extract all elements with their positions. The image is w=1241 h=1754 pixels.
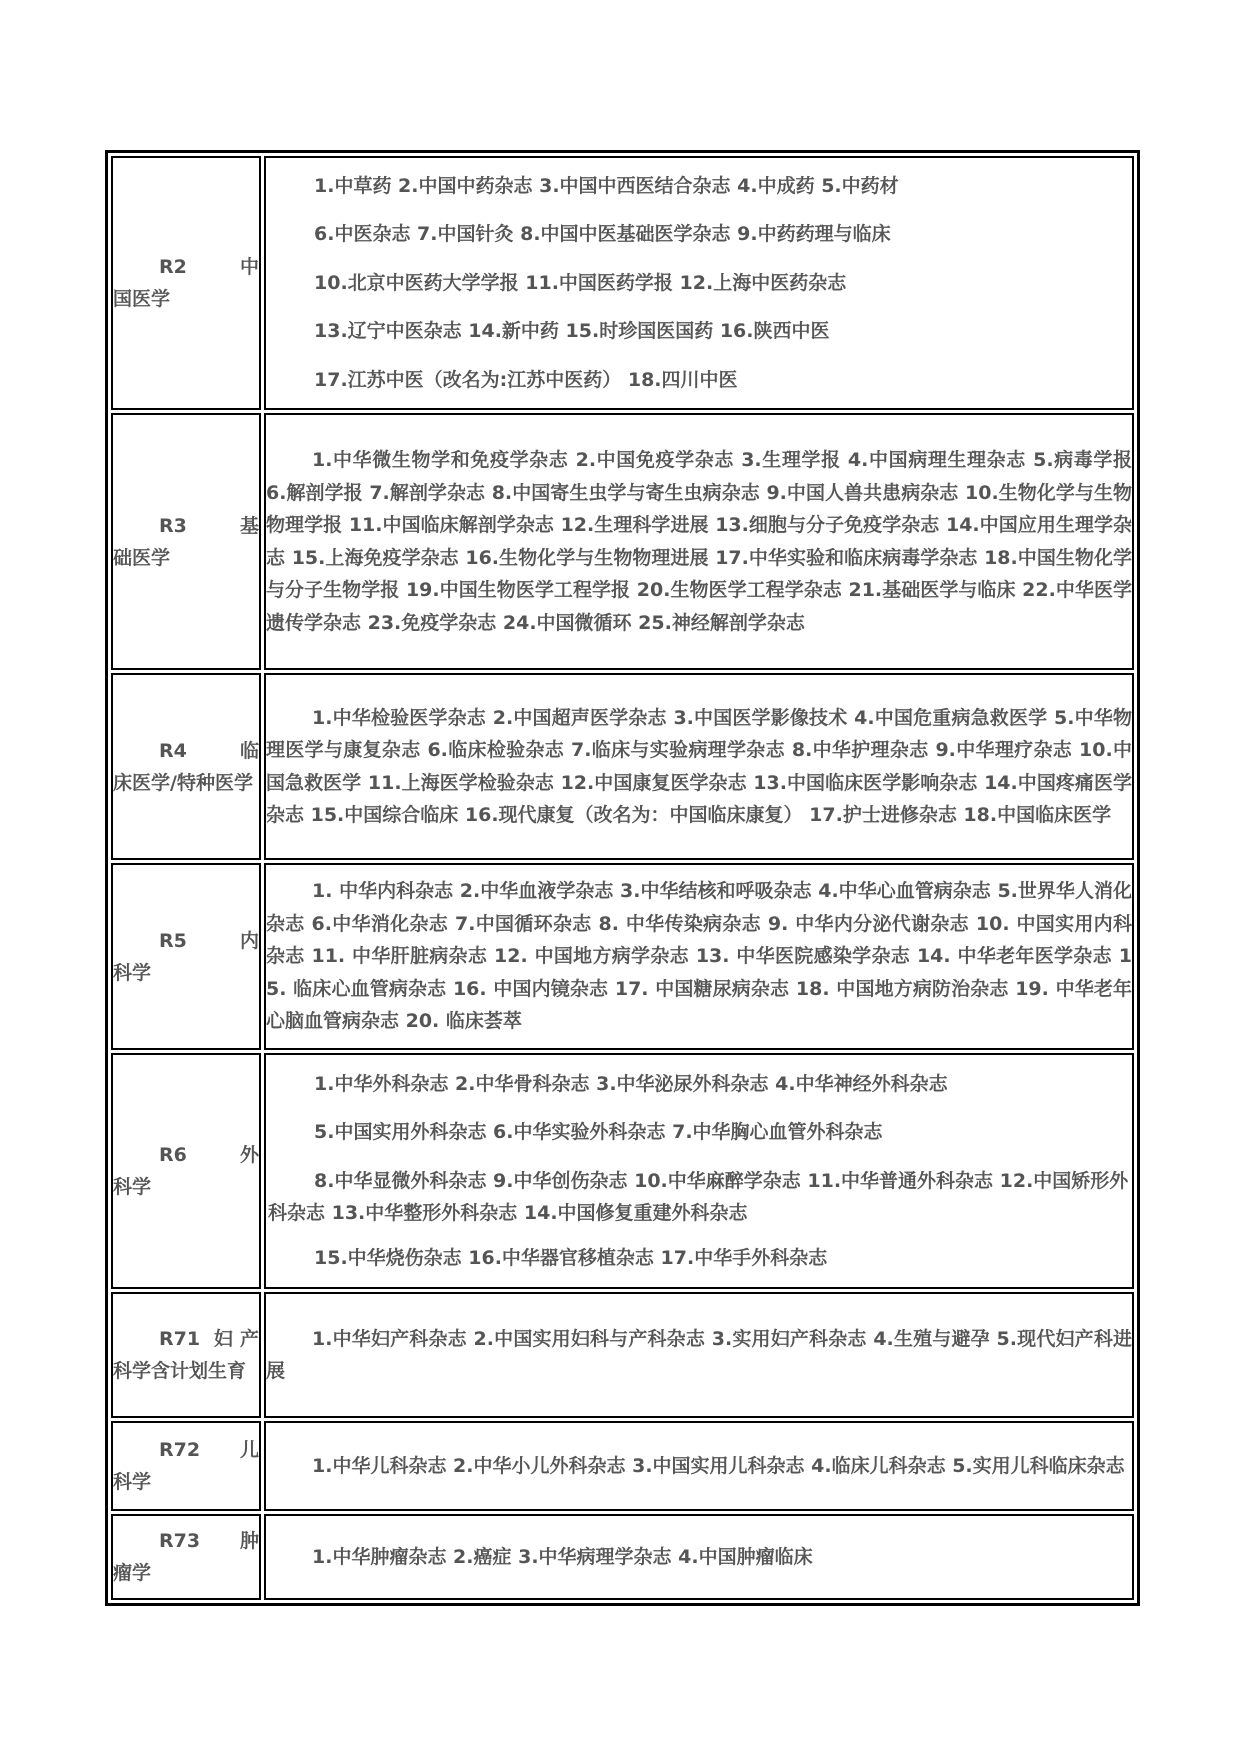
- journal-line: 8.中华显微外科杂志 9.中华创伤杂志 10.中华麻醉学杂志 11.中华普通外科杂志 12.中国矫形外科杂志 13.中华整形外科杂志 14.中国修复重建外科杂志: [268, 1169, 1129, 1225]
- category-cell: [111, 413, 261, 670]
- category-name: 床医学/特种医学: [113, 771, 253, 794]
- journal-line: 13.辽宁中医杂志 14.新中药 15.时珍国医国药 16.陕西中医: [314, 320, 830, 343]
- journal-line: 1.中华外科杂志 2.中华骨科杂志 3.中华泌尿外科杂志 4.中华神经外科杂志: [314, 1072, 948, 1095]
- category-cell: [111, 673, 261, 860]
- journal-line: 5.中国实用外科杂志 6.中华实验外科杂志 7.中华胸心血管外科杂志: [314, 1121, 883, 1144]
- table-row: [111, 1514, 1134, 1600]
- journal-list: 1.中华儿科杂志 2.中华小儿外科杂志 3.中国实用儿科杂志 4.临床儿科杂志 5.实用儿科临床杂志: [312, 1454, 1125, 1477]
- journal-line: 6.中医杂志 7.中国针灸 8.中国中医基础医学杂志 9.中药药理与临床: [314, 223, 891, 246]
- category-name: 础医学: [113, 546, 171, 569]
- journal-list-cell: [264, 863, 1134, 1050]
- table-row: [111, 1421, 1134, 1511]
- table-row: [111, 863, 1134, 1050]
- category-cell: [111, 1292, 261, 1418]
- journal-line: 17.江苏中医（改名为:江苏中医药） 18.四川中医: [314, 368, 738, 391]
- table-row: [111, 673, 1134, 860]
- journal-line: 10.北京中医药大学学报 11.中国医药学报 12.上海中医药杂志: [314, 271, 847, 294]
- category-code: R5 内: [159, 929, 259, 952]
- category-name: 科学: [113, 1176, 152, 1198]
- category-code: R2 中: [159, 256, 259, 278]
- journal-list-cell: [264, 673, 1134, 860]
- journal-list-cell: [264, 156, 1134, 410]
- category-code: R71 妇产: [159, 1328, 259, 1350]
- journal-list-cell: [264, 413, 1134, 670]
- journal-line: 15.中华烧伤杂志 16.中华器官移植杂志 17.中华手外科杂志: [314, 1246, 828, 1269]
- category-name: 瘤学: [113, 1562, 152, 1584]
- journal-list-cell: [264, 1292, 1134, 1418]
- journal-list-cell: [264, 1421, 1134, 1511]
- journal-list: 1.中华检验医学杂志 2.中国超声医学杂志 3.中国医学影像技术 4.中国危重病急救医学 5.中华物理医学与康复杂志 6.临床检验杂志 7.临床与实验病理学杂志 8.中华护理杂志 9.中华理疗杂志 10.中国急救医学 11.上海医学检验杂志 12.中国康复医学杂志 13.中国临床医学影响杂志 14.中国疼痛医学杂志 15.中国综合临床 16.现代康复（改名为：中国临床康复） 17.护士进修杂志 18.中国临床医学: [266, 706, 1132, 826]
- journal-table: [105, 150, 1140, 1606]
- category-cell: [111, 1421, 261, 1511]
- table-row: [111, 1292, 1134, 1418]
- category-cell: [111, 863, 261, 1050]
- journal-list: 1. 中华内科杂志 2.中华血液学杂志 3.中华结核和呼吸杂志 4.中华心血管病杂志 5.世界华人消化杂志 6.中华消化杂志 7.中国循环杂志 8. 中华传染病杂志 9. 中华内分泌代谢杂志 10. 中国实用内科杂志 11. 中华肝脏病杂志 12. 中国地方病学杂志 13. 中华医院感染学杂志 14. 中华老年医学杂志 15. 临床心血管病杂志 16. 中国内镜杂志 17. 中国糖尿病杂志 18. 中国地方病防治杂志 19. 中华老年心脑血管病杂志 20. 临床荟萃: [266, 880, 1132, 1033]
- category-name: 科学: [113, 1471, 152, 1493]
- category-cell: [111, 156, 261, 410]
- journal-list-cell: [264, 1053, 1134, 1289]
- category-cell: [111, 1053, 261, 1289]
- category-code: R73 肿: [159, 1530, 259, 1552]
- category-code: R6 外: [159, 1144, 259, 1166]
- category-code: R3 基: [159, 514, 259, 537]
- category-name: 科学: [113, 961, 152, 984]
- category-code: R72 儿: [159, 1439, 259, 1461]
- category-name: 科学含计划生育: [113, 1360, 247, 1382]
- table-row: [111, 1053, 1134, 1289]
- category-name: 国医学: [113, 288, 171, 310]
- journal-list: 1.中华肿瘤杂志 2.癌症 3.中华病理学杂志 4.中国肿瘤临床: [312, 1545, 813, 1568]
- journal-list: 1.中华微生物学和免疫学杂志 2.中国免疫学杂志 3.生理学报 4.中国病理生理杂志 5.病毒学报 6.解剖学报 7.解剖学杂志 8.中国寄生虫学与寄生虫病杂志 9.中国人兽共患病杂志 10.生物化学与生物物理学报 11.中国临床解剖学杂志 12.生理科学进展 13.细胞与分子免疫学杂志 14.中国应用生理学杂志 15.上海免疫学杂志 16.生物化学与生物物理进展 17.中华实验和临床病毒学杂志 18.中国生物化学与分子生物学报 19.中国生物医学工程学报 20.生物医学工程学杂志 21.基础医学与临床 22.中华医学遗传学杂志 23.免疫学杂志 24.中国微循环 25.神经解剖学杂志: [266, 449, 1132, 634]
- category-code: R4 临: [159, 739, 259, 762]
- journal-list-cell: [264, 1514, 1134, 1600]
- journal-line: 1.中草药 2.中国中药杂志 3.中国中西医结合杂志 4.中成药 5.中药材: [314, 174, 899, 197]
- table-row: [111, 413, 1134, 670]
- table-row: [111, 156, 1134, 410]
- category-cell: [111, 1514, 261, 1600]
- journal-list: 1.中华妇产科杂志 2.中国实用妇科与产科杂志 3.实用妇产科杂志 4.生殖与避孕 5.现代妇产科进展: [266, 1327, 1132, 1382]
